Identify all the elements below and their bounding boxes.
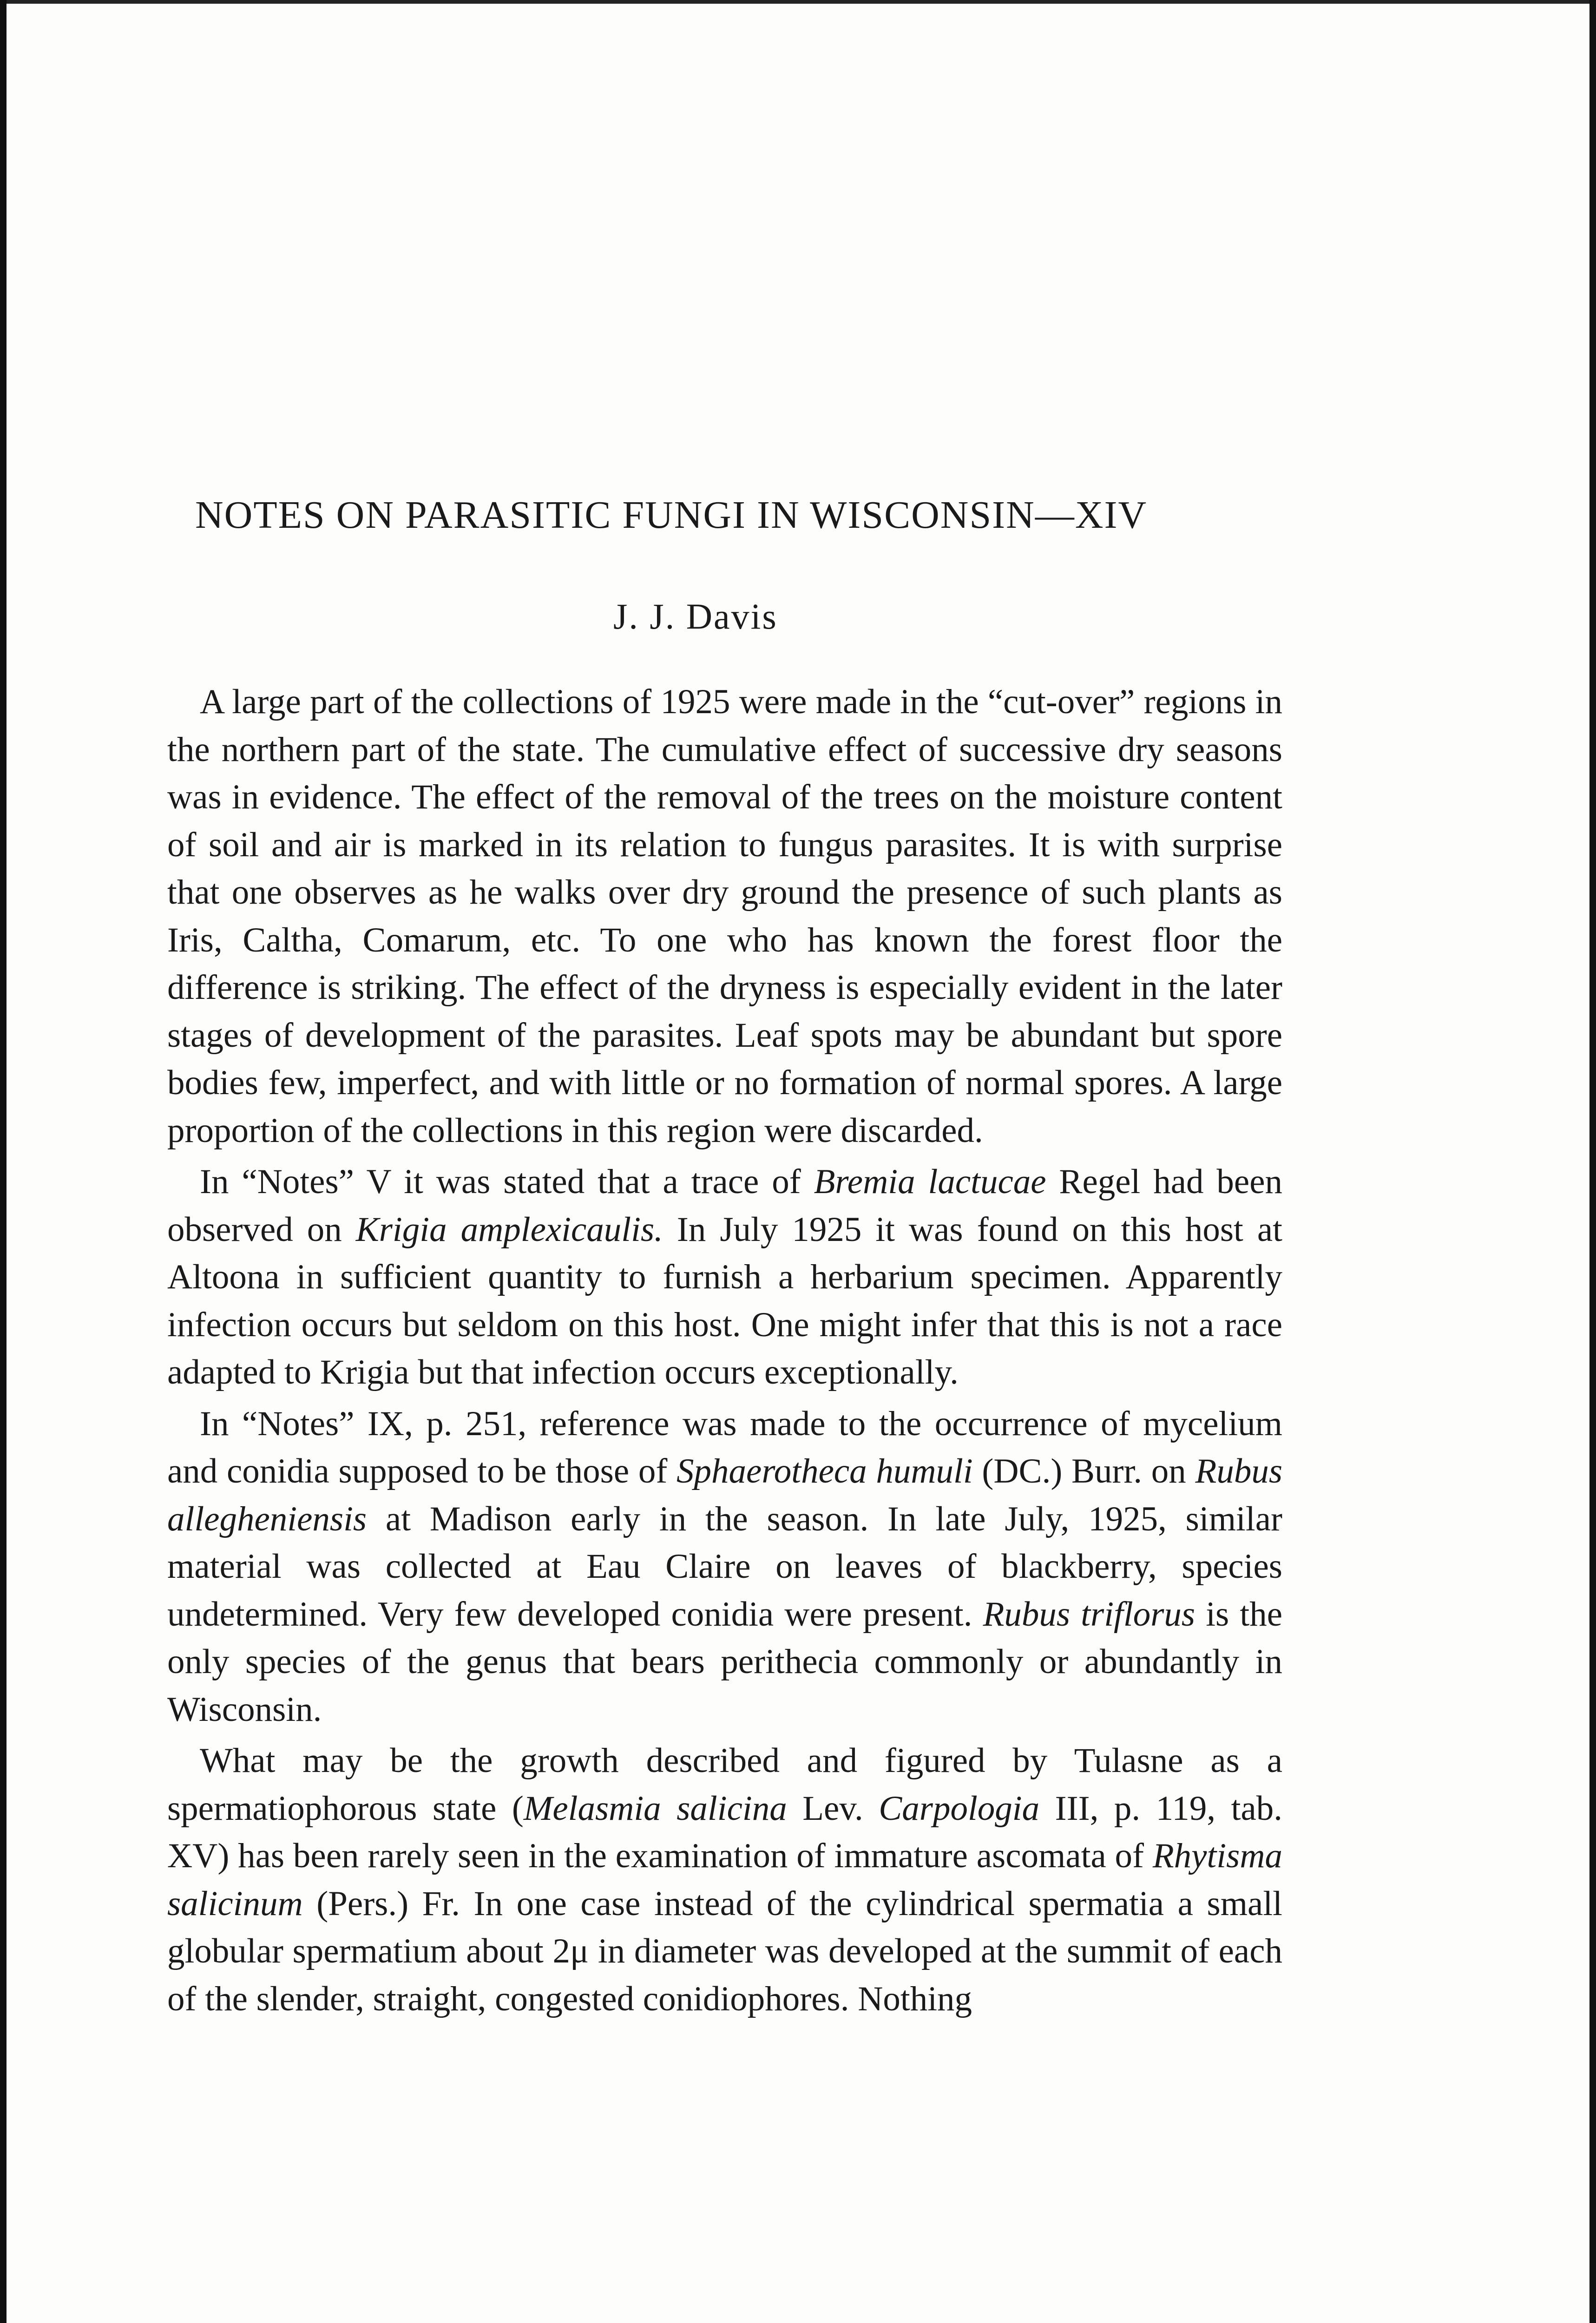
paragraph-text: In July 1925 it was found on this host at Altoona in sufficient quantity to furnish a herbarium specimen. Apparently infection occurs but seldom on this host. One might infer that this is not a race adapted to Krigia but that infection occurs exceptionally. [167,1210,1282,1391]
italic-text: Bremia lactucae [814,1162,1046,1201]
paragraph [167,678,1282,1155]
italic-text: Carpologia [879,1789,1040,1828]
article-body [167,678,1282,2027]
italic-text: Krigia amplexicaulis. [355,1210,663,1249]
paragraph [167,1158,1282,1397]
paragraph-text: III, p. 119, tab. XV) has been rarely seen in the examination of immature ascomata of [167,1789,1282,1875]
italic-text: Rhytisma salicinum [167,1837,1282,1923]
italic-text: Sphaerotheca humuli [676,1452,973,1490]
article-title: NOTES ON PARASITIC FUNGI IN WISCONSIN—XIV [195,493,1148,537]
paragraph [167,1400,1282,1734]
article-author: J. J. Davis [613,596,778,637]
italic-text: Rubus allegheniensis [167,1452,1282,1538]
paragraph-text: Lev. [787,1789,879,1828]
scan-left-edge [0,0,7,2323]
paragraph-text: (DC.) Burr. on [972,1452,1195,1490]
scan-right-edge [1589,0,1596,2323]
italic-text: Rubus triflorus [983,1595,1195,1634]
paragraph-text: A large part of the collections of 1925 were made in the “cut-over” regions in the northern part of the state. The cumulative effect of successive dry seasons was in evidence. The effect of the removal of the trees on the moisture content of soil and air is marked in its relation to fungus parasites. It is with surprise that one observes as he walks over dry ground the presence of such plants as Iris, Caltha, Comarum, etc. To one who has known the forest floor the difference is striking. The effect of the dryness is especially evident in the later stages of development of the parasites. Leaf spots may be abundant but spore bodies few, imperfect, and with little or no formation of normal spores. A large proportion of the collections in this region were discarded. [167,682,1282,1150]
paragraph-text: In “Notes” IX, p. 251, reference was made to the occurrence of mycelium and conidia supposed to be those of [167,1404,1282,1490]
paragraph-text: is the only species of the genus that bears perithecia commonly or abundantly in Wisconsin. [167,1595,1282,1729]
italic-text: Melasmia salicina [523,1789,787,1828]
paragraph-text: (Pers.) Fr. In one case instead of the cylindrical spermatia a small globular spermatium about 2μ in diameter was developed at the summit of each of the slender, straight, congested conidiophores. Nothing [167,1884,1282,2018]
paragraph [167,1737,1282,2023]
scan-top-edge [0,0,1596,4]
paragraph-text: Regel had been observed on [167,1162,1283,1249]
paragraph-text: In “Notes” V it was stated that a trace of [200,1162,814,1201]
paragraph-text: at Madison early in the season. In late July, 1925, similar material was collected at Eau Claire on leaves of blackberry, species undetermined. Very few developed conidia were present. [167,1499,1282,1634]
paragraph-text: What may be the growth described and figured by Tulasne as a spermatiophorous state ( [167,1741,1282,1828]
